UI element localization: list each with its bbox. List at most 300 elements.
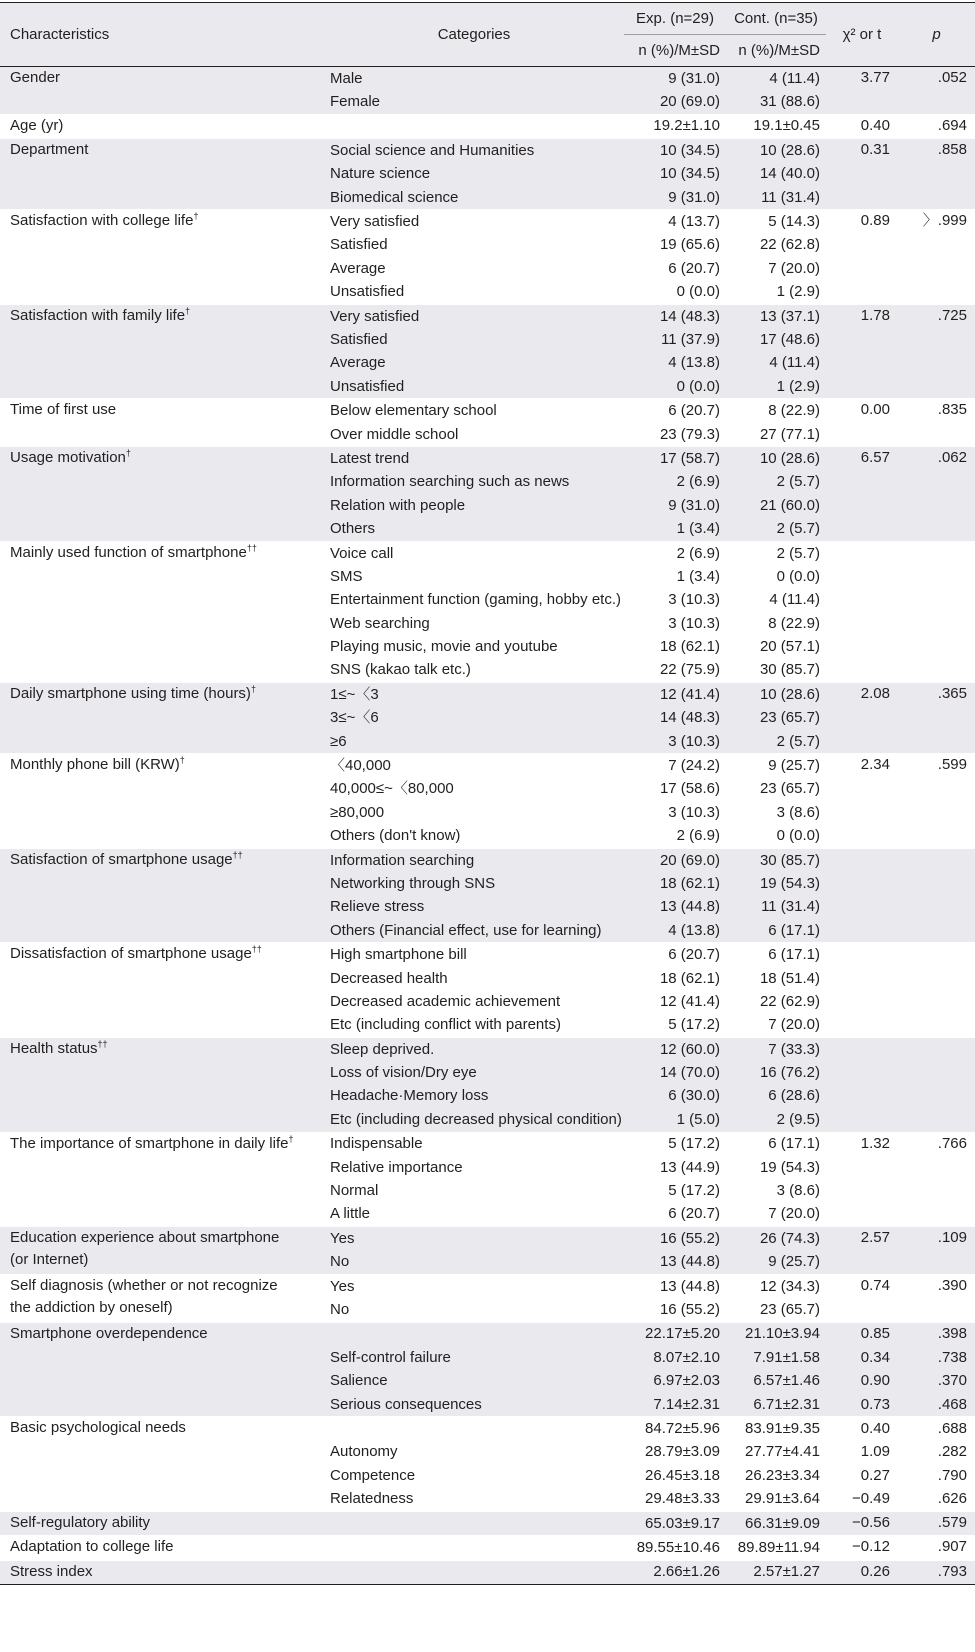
cont-value-cell: 27.77±4.41: [745, 1443, 820, 1461]
characteristic-cell: [0, 1227, 324, 1275]
characteristic-cell: [0, 754, 324, 849]
table-row: [0, 210, 975, 234]
header-cont: Cont. (n=35): [726, 3, 826, 35]
table-row: [0, 1417, 975, 1441]
cont-value-cell: 1 (2.9): [776, 283, 820, 301]
category-cell: Very satisfied: [324, 304, 624, 328]
cont-value-cell: 1 (2.9): [726, 375, 826, 399]
cont-value-cell: 26.23±3.34: [745, 1466, 820, 1484]
category-cell: Satisfied: [330, 236, 388, 254]
stat-cell: −0.49: [852, 1490, 890, 1508]
exp-value-cell: 17 (58.7): [624, 447, 726, 471]
footnote-mark: ††: [246, 542, 257, 553]
stat-cell: [826, 848, 898, 943]
cont-value-cell: 0 (0.0): [776, 567, 820, 585]
characteristic-cell: [0, 1417, 324, 1512]
category-cell: Voice call: [324, 541, 624, 565]
exp-value-cell: 16 (55.2): [624, 1227, 726, 1251]
cont-value-cell: 2 (5.7): [726, 471, 826, 494]
cont-value-cell: 6.71±2.31: [726, 1393, 826, 1417]
table-row: [0, 1132, 975, 1156]
exp-value-cell: 3 (10.3): [668, 803, 720, 821]
p-value-cell: .835: [898, 399, 975, 447]
category-cell: Over middle school: [330, 425, 459, 443]
exp-value-cell: 5 (17.2): [624, 1132, 726, 1156]
exp-value-cell: 18 (62.1): [659, 638, 720, 656]
table-row: [0, 1536, 975, 1560]
category-cell: Others: [324, 517, 624, 541]
category-cell: Relieve stress: [324, 896, 624, 919]
category-cell: Relatedness: [330, 1490, 414, 1508]
exp-value-cell: 17 (58.6): [659, 780, 720, 798]
category-cell: Web searching: [330, 614, 430, 632]
table-header: [0, 3, 975, 67]
exp-value-cell: 7 (24.2): [624, 754, 726, 778]
exp-value-cell: 13 (44.8): [624, 1274, 726, 1298]
exp-value-cell: 16 (55.2): [659, 1301, 720, 1318]
cont-value-cell: 14 (40.0): [726, 163, 826, 186]
characteristic-name: Smartphone overdependence: [10, 1324, 208, 1342]
cont-value-cell: 9 (25.7): [726, 1251, 826, 1275]
table-row: [0, 1227, 975, 1251]
table-row: [0, 1322, 975, 1346]
stat-cell: 2.34: [826, 754, 898, 849]
cont-value-cell: 83.91±9.35: [726, 1417, 826, 1441]
category-cell: Below elementary school: [324, 399, 624, 423]
footnote-mark: ††: [251, 944, 262, 955]
exp-value-cell: 13 (44.8): [624, 1251, 726, 1275]
characteristic-name: The importance of smartphone in daily life: [10, 1134, 289, 1152]
exp-value-cell: 13 (44.8): [624, 896, 726, 919]
p-value-cell: .052: [898, 67, 975, 115]
category-cell: Serious consequences: [324, 1393, 624, 1417]
characteristic-name: Satisfaction with family life: [10, 306, 186, 324]
category-cell: Female: [324, 90, 624, 114]
cont-value-cell: 30 (85.7): [726, 848, 826, 872]
category-cell: Normal: [330, 1182, 379, 1200]
exp-value-cell: 6 (20.7): [668, 1205, 720, 1223]
category-cell: Yes: [324, 1227, 624, 1251]
exp-value-cell: 4 (13.7): [624, 210, 726, 234]
table-row: [0, 1274, 975, 1298]
characteristic-name: Usage motivation: [10, 449, 126, 467]
exp-value-cell: 2 (6.9): [624, 471, 726, 494]
cont-value-cell: 19 (54.3): [726, 872, 826, 895]
exp-value-cell: 12 (60.0): [624, 1038, 726, 1062]
characteristic-name: Department: [10, 141, 89, 159]
cont-value-cell: 7 (20.0): [768, 1016, 820, 1034]
stat-cell: 0.34: [826, 1346, 898, 1369]
p-value-cell: [898, 848, 975, 943]
category-cell: Salience: [324, 1369, 624, 1392]
header-characteristics: Characteristics: [0, 3, 324, 67]
category-cell: SMS: [330, 567, 363, 585]
category-cell: Very satisfied: [324, 210, 624, 234]
cont-value-cell: 3 (8.6): [776, 1182, 820, 1200]
characteristics-table: [0, 2, 975, 1585]
cont-value-cell: 2.57±1.27: [726, 1560, 826, 1584]
exp-value-cell: 4 (13.8): [624, 919, 726, 943]
cont-value-cell: 10 (28.6): [726, 139, 826, 163]
category-cell: ≥6: [324, 730, 624, 754]
cont-value-cell: 23 (65.7): [759, 780, 820, 798]
cont-value-cell: 21.10±3.94: [726, 1322, 826, 1346]
category-cell: High smartphone bill: [324, 943, 624, 967]
exp-value-cell: 6.97±2.03: [624, 1369, 726, 1392]
p-value-cell: .793: [898, 1560, 975, 1584]
exp-value-cell: 10 (34.5): [624, 139, 726, 163]
p-value-cell: .398: [898, 1322, 975, 1346]
p-value-cell: .790: [937, 1466, 967, 1484]
exp-value-cell: 2 (6.9): [624, 541, 726, 565]
exp-value-cell: 29.48±3.33: [645, 1490, 720, 1508]
exp-value-cell: 18 (62.1): [624, 872, 726, 895]
table-row: [0, 754, 975, 778]
exp-value-cell: 12 (41.4): [624, 683, 726, 707]
category-cell: [324, 1511, 624, 1535]
exp-value-cell: 9 (31.0): [624, 494, 726, 517]
stat-cell: 1.78: [826, 304, 898, 399]
cont-value-cell: 8 (22.9): [768, 614, 820, 632]
table-row: [0, 848, 975, 872]
cont-value-cell: 23 (65.7): [759, 1301, 820, 1318]
characteristic-name: Gender: [10, 69, 61, 86]
exp-value-cell: 14 (48.3): [624, 304, 726, 328]
cont-value-cell: 6 (28.6): [726, 1085, 826, 1108]
cont-value-cell: 6.57±1.46: [726, 1369, 826, 1392]
cont-value-cell: 9 (25.7): [726, 754, 826, 778]
exp-value-cell: 14 (48.3): [624, 707, 726, 730]
cont-value-cell: 7 (20.0): [768, 1205, 820, 1223]
characteristic-cell: [0, 1274, 324, 1322]
stat-cell: 0.00: [826, 399, 898, 447]
stat-cell: −0.56: [826, 1511, 898, 1535]
characteristic-name: Adaptation to college life: [10, 1538, 174, 1556]
stat-cell: 0.73: [826, 1393, 898, 1417]
exp-value-cell: 3 (10.3): [624, 730, 726, 754]
category-cell: Information searching: [324, 848, 624, 872]
category-cell: Latest trend: [324, 447, 624, 471]
stat-cell: 6.57: [826, 447, 898, 542]
cont-value-cell: 7 (33.3): [726, 1038, 826, 1062]
exp-value-cell: 6 (20.7): [668, 259, 720, 277]
exp-value-cell: 3 (10.3): [668, 614, 720, 632]
exp-value-cell: 19.2±1.10: [624, 114, 726, 138]
stat-cell: 2.57: [826, 1227, 898, 1275]
stat-cell: [826, 943, 898, 1038]
category-cell: 40,000≤~〈80,000: [330, 780, 454, 798]
p-value-cell: .766: [898, 1132, 975, 1227]
exp-value-cell: 22.17±5.20: [624, 1322, 726, 1346]
characteristic-cell: [0, 1511, 324, 1535]
cont-value-cell: 18 (51.4): [759, 969, 820, 987]
cont-value-cell: 2 (5.7): [726, 517, 826, 541]
cont-value-cell: 22 (62.9): [759, 992, 820, 1010]
category-cell: Biomedical science: [324, 186, 624, 210]
footnote-mark: †: [185, 305, 191, 316]
category-cell: [324, 1322, 624, 1346]
characteristic-name: Time of first use: [10, 401, 117, 419]
stat-cell: [826, 1038, 898, 1133]
cont-value-cell: 8 (22.9): [726, 399, 826, 423]
exp-value-cell: 9 (31.0): [624, 67, 726, 91]
stat-cell: 0.89: [826, 210, 898, 305]
category-cell: Relation with people: [324, 494, 624, 517]
footnote-mark: †: [288, 1133, 294, 1144]
cont-value-cell: 5 (14.3): [726, 210, 826, 234]
characteristic-cell: [0, 139, 324, 210]
p-value-cell: .468: [898, 1393, 975, 1417]
category-cell: Nature science: [324, 163, 624, 186]
exp-value-cell: 2 (6.9): [676, 827, 720, 845]
exp-value-cell: 5 (17.2): [668, 1182, 720, 1200]
characteristic-name: Self diagnosis (whether or not recognize the addiction by oneself): [10, 1276, 278, 1316]
characteristic-cell: [0, 67, 324, 115]
p-value-cell: .907: [898, 1536, 975, 1560]
cont-value-cell: 13 (37.1): [726, 304, 826, 328]
category-cell: Others (don't know): [330, 827, 461, 845]
cont-value-cell: 0 (0.0): [776, 827, 820, 845]
cont-value-cell: 19.1±0.45: [726, 114, 826, 138]
characteristic-cell: [0, 114, 324, 138]
header-stat: χ² or t: [826, 3, 898, 67]
table-row: [0, 304, 975, 328]
cont-value-cell: 16 (76.2): [726, 1061, 826, 1084]
p-value-cell: .109: [898, 1227, 975, 1275]
stat-cell: 0.74: [826, 1274, 898, 1322]
characteristic-name: Dissatisfaction of smartphone usage: [10, 945, 252, 963]
category-cell: 3≤~〈6: [324, 707, 624, 730]
cont-value-cell: 19 (54.3): [759, 1158, 820, 1176]
exp-value-cell: 28.79±3.09: [645, 1443, 720, 1461]
exp-value-cell: 5 (17.2): [668, 1016, 720, 1034]
stat-cell: 2.08: [826, 683, 898, 754]
exp-value-cell: 10 (34.5): [624, 163, 726, 186]
cont-value-cell: 11 (31.4): [726, 186, 826, 210]
characteristic-cell: [0, 304, 324, 399]
category-cell: 〈40,000: [324, 754, 624, 778]
characteristic-name: Satisfaction with college life: [10, 212, 194, 230]
exp-value-cell: 6 (20.7): [624, 399, 726, 423]
characteristic-cell: [0, 943, 324, 1038]
category-cell: ≥80,000: [330, 803, 385, 821]
cont-value-cell: 89.89±11.94: [726, 1536, 826, 1560]
p-value-cell: .370: [898, 1369, 975, 1392]
category-cell: Unsatisfied: [324, 375, 624, 399]
cont-value-cell: 7 (20.0): [768, 259, 820, 277]
characteristic-cell: [0, 683, 324, 754]
characteristic-name: Satisfaction of smartphone usage: [10, 850, 233, 868]
header-exp-sub: n (%)/M±SD: [624, 35, 726, 67]
p-value-cell: .626: [937, 1490, 967, 1508]
footnote-mark: ††: [232, 849, 243, 860]
cont-value-cell: 21 (60.0): [726, 494, 826, 517]
p-value-cell: .738: [898, 1346, 975, 1369]
exp-value-cell: 3 (10.3): [668, 591, 720, 609]
p-value-cell: .062: [898, 447, 975, 542]
characteristic-name: Monthly phone bill (KRW): [10, 756, 180, 774]
stat-cell: 0.31: [826, 139, 898, 210]
characteristic-cell: [0, 447, 324, 542]
category-cell: [324, 114, 624, 138]
p-value-cell: .599: [898, 754, 975, 849]
table-row: [0, 683, 975, 707]
header-categories: Categories: [324, 3, 624, 67]
p-value-cell: .688: [898, 1417, 975, 1441]
exp-value-cell: 23 (79.3): [659, 425, 720, 443]
category-cell: Etc (including conflict with parents): [330, 1016, 561, 1034]
category-cell: [324, 1536, 624, 1560]
category-cell: Yes: [324, 1274, 624, 1298]
exp-value-cell: 89.55±10.46: [624, 1536, 726, 1560]
characteristic-cell: [0, 1322, 324, 1417]
stat-cell: 0.27: [860, 1466, 890, 1484]
exp-value-cell: 13 (44.9): [659, 1158, 720, 1176]
category-cell: Decreased health: [330, 969, 448, 987]
table-row: [0, 139, 975, 163]
category-cell: 1≤~〈3: [324, 683, 624, 707]
header-exp: Exp. (n=29): [624, 3, 726, 35]
p-value-cell: .858: [898, 139, 975, 210]
category-cell: Self-control failure: [324, 1346, 624, 1369]
cont-value-cell: 66.31±9.09: [726, 1511, 826, 1535]
characteristic-cell: [0, 1536, 324, 1560]
exp-value-cell: 11 (37.9): [624, 328, 726, 351]
table-row: [0, 541, 975, 565]
p-value-cell: .725: [898, 304, 975, 399]
stat-cell: 0.40: [826, 1417, 898, 1441]
stat-cell: 1.32: [826, 1132, 898, 1227]
characteristic-cell: [0, 399, 324, 447]
characteristic-name: Education experience about smartphone (or Internet): [10, 1229, 280, 1269]
characteristic-cell: [0, 541, 324, 682]
category-cell: [324, 1417, 624, 1441]
footnote-mark: †: [250, 684, 256, 695]
table-row: [0, 67, 975, 91]
table-row: [0, 447, 975, 471]
exp-value-cell: 1 (3.4): [676, 567, 720, 585]
cont-value-cell: 11 (31.4): [726, 896, 826, 919]
cont-value-cell: 31 (88.6): [726, 90, 826, 114]
exp-value-cell: 84.72±5.96: [624, 1417, 726, 1441]
exp-value-cell: 20 (69.0): [624, 848, 726, 872]
characteristic-name: Health status: [10, 1040, 98, 1058]
table-row: [0, 1511, 975, 1535]
exp-value-cell: 0 (0.0): [624, 375, 726, 399]
exp-value-cell: 18 (62.1): [659, 969, 720, 987]
table-row: [0, 1038, 975, 1062]
table-row: [0, 399, 975, 423]
category-cell: Others (Financial effect, use for learning): [324, 919, 624, 943]
p-value-cell: 〉.999: [898, 210, 975, 305]
category-cell: Autonomy: [330, 1443, 398, 1461]
characteristic-cell: [0, 1132, 324, 1227]
p-value-cell: .365: [898, 683, 975, 754]
table-body: [0, 67, 975, 1585]
footnote-mark: †: [125, 448, 131, 459]
exp-value-cell: 6 (30.0): [624, 1085, 726, 1108]
footnote-mark: †: [179, 755, 185, 766]
stat-cell: 0.90: [826, 1369, 898, 1392]
characteristic-cell: [0, 1038, 324, 1133]
cont-value-cell: 12 (34.3): [726, 1274, 826, 1298]
exp-value-cell: 6 (20.7): [624, 943, 726, 967]
cont-value-cell: 4 (11.4): [769, 591, 820, 609]
p-value-cell: [898, 1038, 975, 1133]
cont-value-cell: 22 (62.8): [759, 236, 820, 254]
stat-cell: 1.09: [860, 1443, 890, 1461]
category-cell: Sleep deprived.: [324, 1038, 624, 1062]
stat-cell: 0.85: [826, 1322, 898, 1346]
exp-value-cell: 14 (70.0): [624, 1061, 726, 1084]
exp-value-cell: 22 (75.9): [659, 661, 720, 679]
characteristic-cell: [0, 210, 324, 305]
cont-value-cell: 4 (11.4): [726, 352, 826, 375]
category-cell: Satisfied: [324, 328, 624, 351]
header-p: p: [898, 3, 975, 67]
exp-value-cell: 65.03±9.17: [624, 1511, 726, 1535]
category-cell: Average: [324, 352, 624, 375]
category-cell: Relative importance: [330, 1158, 463, 1176]
cont-value-cell: 10 (28.6): [726, 447, 826, 471]
cont-value-cell: 20 (57.1): [759, 638, 820, 656]
exp-value-cell: 1 (3.4): [624, 517, 726, 541]
exp-value-cell: 2.66±1.26: [624, 1560, 726, 1584]
exp-value-cell: 20 (69.0): [624, 90, 726, 114]
characteristic-name: Age (yr): [10, 116, 64, 134]
category-cell: No: [324, 1251, 624, 1275]
category-cell: No: [330, 1301, 350, 1318]
cont-value-cell: 10 (28.6): [726, 683, 826, 707]
p-value-cell: [898, 541, 975, 682]
category-cell: [324, 1560, 624, 1584]
cont-value-cell: 2 (5.7): [726, 730, 826, 754]
cont-value-cell: 2 (9.5): [726, 1108, 826, 1132]
characteristic-cell: [0, 1560, 324, 1584]
p-value-cell: .390: [898, 1274, 975, 1322]
category-cell: Male: [324, 67, 624, 91]
category-cell: Etc (including decreased physical condition): [324, 1108, 624, 1132]
cont-value-cell: 29.91±3.64: [745, 1490, 820, 1508]
stat-cell: −0.12: [826, 1536, 898, 1560]
header-cont-sub: n (%)/M±SD: [726, 35, 826, 67]
p-value-cell: .694: [898, 114, 975, 138]
cont-value-cell: 6 (17.1): [726, 1132, 826, 1156]
exp-value-cell: 4 (13.8): [624, 352, 726, 375]
category-cell: Playing music, movie and youtube: [330, 638, 558, 656]
characteristic-name: Self-regulatory ability: [10, 1513, 151, 1531]
table-row: [0, 943, 975, 967]
cont-value-cell: 6 (17.1): [726, 943, 826, 967]
category-cell: SNS (kakao talk etc.): [330, 661, 471, 679]
p-value-cell: .579: [898, 1511, 975, 1535]
category-cell: Unsatisfied: [330, 283, 405, 301]
characteristic-name: Mainly used function of smartphone: [10, 543, 247, 561]
exp-value-cell: 9 (31.0): [624, 186, 726, 210]
cont-value-cell: 4 (11.4): [726, 67, 826, 91]
category-cell: Loss of vision/Dry eye: [324, 1061, 624, 1084]
stat-cell: [826, 541, 898, 682]
cont-value-cell: 23 (65.7): [726, 707, 826, 730]
cont-value-cell: 3 (8.6): [776, 803, 820, 821]
cont-value-cell: 17 (48.6): [726, 328, 826, 351]
category-cell: A little: [330, 1205, 371, 1223]
category-cell: Social science and Humanities: [324, 139, 624, 163]
exp-value-cell: 19 (65.6): [659, 236, 720, 254]
exp-value-cell: 26.45±3.18: [645, 1466, 720, 1484]
cont-value-cell: 30 (85.7): [759, 661, 820, 679]
cont-value-cell: 2 (5.7): [726, 541, 826, 565]
